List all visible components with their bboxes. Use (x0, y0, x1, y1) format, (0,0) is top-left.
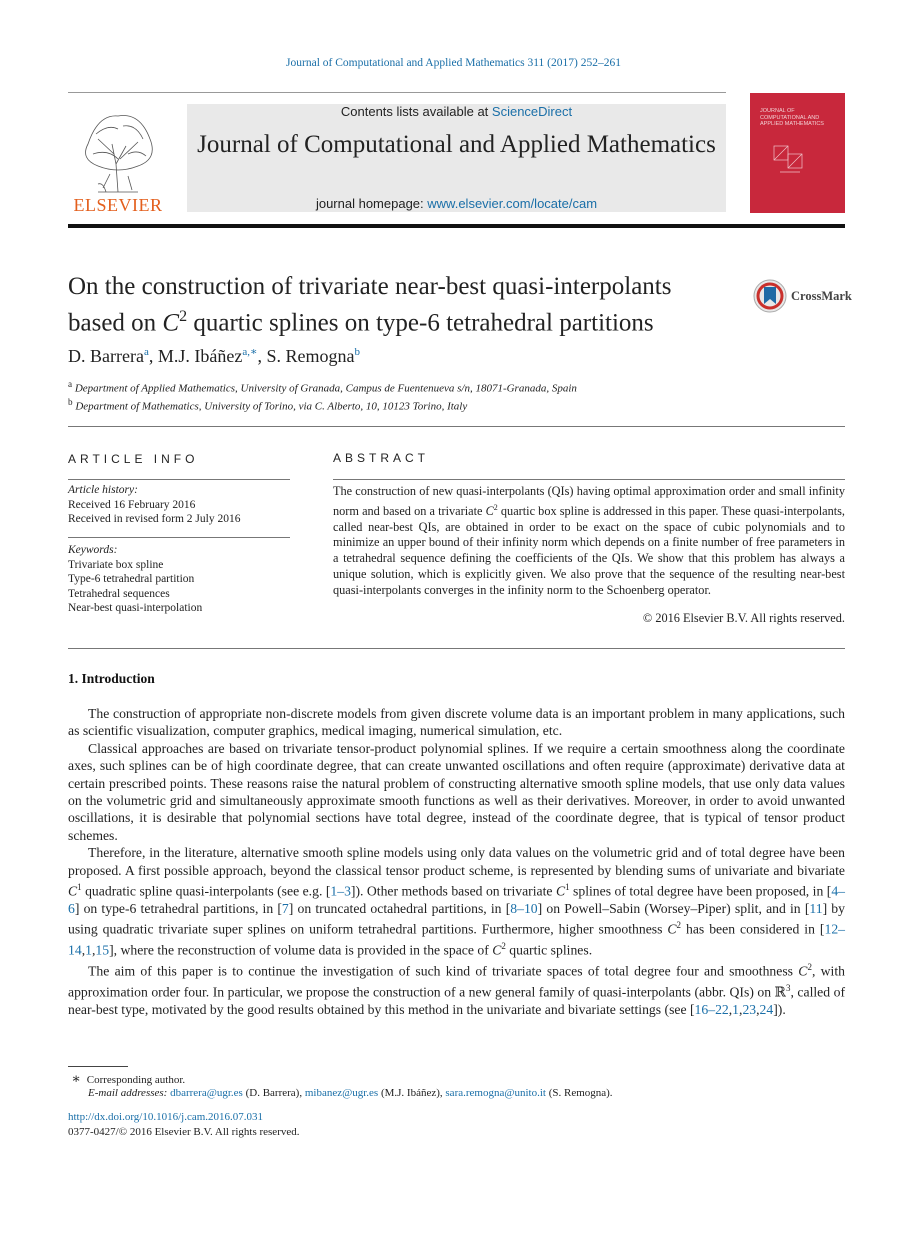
math-sup: 2 (676, 920, 682, 931)
email-link[interactable]: mibanez@ugr.es (304, 1087, 379, 1099)
citation-link[interactable]: 11 (809, 901, 823, 917)
article-info-heading: ARTICLE INFO (68, 452, 199, 466)
text-run: ]). (773, 1002, 786, 1018)
text-run: quartic splines. (505, 942, 593, 958)
title-line-1: On the construction of trivariate near-best quasi-interpolants (68, 273, 672, 300)
text-run: ], where the reconstruction of volume data is provided in the space of (109, 942, 493, 958)
affiliation-mark: a (68, 379, 73, 389)
affiliation-text: Department of Applied Mathematics, University of Granada, Campus de Fuentenueva s/n, 18071-Granada, Spain (74, 382, 577, 395)
cover-graphic-icon (770, 142, 810, 182)
divider (68, 648, 845, 649)
citation-link[interactable]: 1 (85, 942, 92, 958)
citation-link[interactable]: 1 (732, 1002, 740, 1018)
divider (68, 537, 290, 538)
text-run: ] by using quadratic trivariate super splines on uniform tetrahedral partitions. Furthermore, higher smoothness (68, 901, 845, 937)
paragraph: Classical approaches are based on trivariate tensor-product polynomial splines. If we require a certain smoothness along the coordinate axes, such splines can be of high coordinate degree, that can create unwanted oscillations and often require (approximate) derivative data at certain prescribed points. These reasons raise the natural problem of constructing alternative smooth spline models, that use only data values on the volumetric grid and simultaneously approximate smooth functions as well as their derivatives. Moreover, in order to avoid unwanted oscillations, it is desirable that polynomial sections have total degree, instead of the coordinate degree, that is typical of tensor product schemes. (68, 740, 845, 843)
revised-date: Received in revised form 2 July 2016 (68, 513, 241, 525)
cover-title: JOURNAL OF COMPUTATIONAL AND APPLIED MATHEMATICS (760, 108, 824, 127)
affiliation-mark: b (68, 397, 73, 407)
doi-link[interactable]: http://dx.doi.org/10.1016/j.cam.2016.07.031 (68, 1111, 264, 1123)
math-sup: 1 (565, 882, 570, 893)
math-c: C (667, 922, 677, 937)
text-run: , (739, 1002, 743, 1018)
corresponding-author-note (68, 1071, 185, 1088)
text-run: has been considered in [ (681, 922, 825, 937)
crossmark-icon[interactable] (752, 278, 788, 314)
text-run: ]). Other methods based on trivariate (350, 883, 556, 899)
text-run: ] on truncated octahedral partitions, in [ (288, 901, 511, 917)
homepage-link[interactable]: www.elsevier.com/locate/cam (427, 196, 598, 211)
title-math-sup: 2 (179, 308, 188, 325)
crossmark-label[interactable]: CrossMark (791, 289, 852, 303)
text-run: , with approximation order four. In particular, we propose the construction of a new general family of quasi-interpolants (abbr. QIs) on (68, 963, 845, 1000)
issn-line: 0377-0427/© 2016 Elsevier B.V. All rights reserved. (68, 1126, 300, 1138)
keywords-label: Keywords: (68, 544, 118, 556)
divider (68, 479, 290, 480)
math-sup: 3 (785, 983, 791, 994)
abstract-body: quartic box spline is addressed in this paper. These quasi-interpolants, called near-best QIs, are obtained in order to be exact on the space of cubic polynomials and to minimize an upper bound of their infinity norm which depends on a finite number of free parameters in a tetrahedral sequence defining the coefficients of the QIs. We show that this problem has always a unique solution, which is explicitly given. We also prove that the sequence of the resulting near-best quasi-interpolants converges in the infinity norm to the Schoenberg operator. (333, 503, 845, 597)
contents-line (187, 104, 726, 119)
header-thick-rule (68, 224, 845, 228)
doi-line (68, 1111, 263, 1123)
citation-link[interactable]: 12–14 (68, 922, 845, 958)
math-c: C (68, 883, 78, 899)
affiliation (68, 379, 577, 395)
article-history (68, 483, 240, 527)
title-text: based on (68, 309, 163, 337)
email-owner: (M.J. Ibáñez), (378, 1087, 446, 1099)
abstract-body: The construction of new quasi-interpolants (QIs) having optimal approximation order and small infinity norm and based on a trivariate (333, 484, 845, 518)
math-c: C (492, 942, 502, 958)
title-line-2 (68, 302, 758, 338)
footnote-text: Corresponding author. (86, 1074, 186, 1086)
abstract-copyright: © 2016 Elsevier B.V. All rights reserved. (642, 611, 845, 625)
affiliation-text: Department of Mathematics, University of Torino, via C. Alberto, 10, 10123 Torino, Italy (75, 400, 468, 413)
keyword: Tetrahedral sequences (68, 587, 170, 600)
citation-link[interactable]: 1–3 (330, 883, 351, 899)
paragraph (68, 959, 845, 1018)
divider (68, 426, 845, 427)
math-sup: 2 (493, 502, 498, 512)
math-sup: 2 (807, 962, 812, 973)
text-run: splines of total degree have been proposed, in [ (569, 883, 832, 899)
affiliation (68, 397, 467, 413)
abstract-heading: ABSTRACT (333, 451, 430, 465)
math-sup: 1 (77, 882, 82, 893)
email-label: E-mail addresses: (88, 1087, 168, 1099)
contents-prefix: Contents lists available at (340, 104, 492, 119)
text-run: , (81, 942, 86, 958)
keyword: Near-best quasi-interpolation (68, 602, 203, 614)
abstract-text (333, 484, 845, 599)
affiliation-mark[interactable]: a (143, 346, 149, 358)
text-run: , (91, 942, 96, 958)
text-run: The aim of this paper is to continue the investigation of such kind of trivariate spaces of total degree four and smoothness (88, 963, 799, 979)
citation-link[interactable]: 4–6 (68, 883, 845, 917)
text-run: quadratic spline quasi-interpolants (see e.g. [ (81, 883, 331, 899)
author-name[interactable]: S. Remogna (266, 346, 355, 366)
title-math-c: C (162, 309, 180, 337)
introduction-body (68, 705, 845, 1019)
paragraph: The construction of appropriate non-discrete models from given discrete volume data is an important problem in many applications, such as scientific visualization, computer graphics, medical imaging, numerical simulation, etc. (68, 706, 845, 739)
affiliation-mark[interactable]: b (354, 346, 360, 358)
footnote-star: ∗ (71, 1072, 81, 1087)
affiliation-mark[interactable]: a,∗ (242, 346, 258, 358)
author-name[interactable]: D. Barrera (68, 346, 144, 366)
paragraph (68, 844, 845, 959)
email-addresses (88, 1087, 613, 1099)
citation-link[interactable]: 15 (95, 942, 110, 958)
math-c: C (555, 883, 566, 899)
publisher-name: ELSEVIER (73, 195, 163, 215)
text-run: , (728, 1002, 733, 1018)
text-run: ] on type-6 tetrahedral partitions, in [ (74, 901, 282, 917)
homepage-prefix: journal homepage: (315, 196, 428, 211)
text-run: ] on Powell–Sabin (Worsey–Piper) split, and in [ (537, 901, 810, 917)
journal-citation[interactable]: Journal of Computational and Applied Mathematics 311 (2017) 252–261 (286, 57, 621, 69)
journal-title: Journal of Computational and Applied Mathematics (197, 131, 716, 158)
math-reals: ℝ (774, 984, 786, 1000)
keywords (68, 543, 202, 616)
citation-link[interactable]: 16–22 (694, 1002, 729, 1018)
section-heading-introduction: 1. Introduction (68, 671, 155, 686)
received-date: Received 16 February 2016 (68, 498, 196, 511)
email-owner: (D. Barrera), (242, 1087, 305, 1099)
email-link[interactable]: sara.remogna@unito.it (445, 1087, 546, 1099)
footnote-rule (68, 1066, 128, 1067)
email-link[interactable]: dbarrera@ugr.es (170, 1087, 243, 1099)
title-text: quartic splines on type-6 tetrahedral partitions (187, 309, 654, 337)
citation-link[interactable]: 24 (759, 1002, 774, 1018)
citation-link[interactable]: 7 (281, 901, 289, 917)
article-title (68, 272, 758, 338)
homepage-line (187, 196, 726, 211)
text-run: , (756, 1002, 760, 1018)
text-run: , called of near-best type, motivated by the good results obtained by this method in the univariate and bivariate settings (see [ (68, 984, 846, 1018)
keyword: Trivariate box spline (68, 558, 164, 571)
math-c: C (485, 503, 494, 518)
keyword: Type-6 tetrahedral partition (68, 573, 195, 585)
text-run: Therefore, in the literature, alternative smooth spline models using only data values on the volumetric grid and of total degree have been proposed. A first possible approach, beyond the classical tensor product scheme, is represented by blending sums of univariate and bivariate (68, 845, 845, 878)
history-label: Article history: (68, 484, 138, 496)
citation-link[interactable]: 8–10 (510, 901, 538, 917)
author-name[interactable]: M.J. Ibáñez (157, 346, 243, 366)
header-rule (68, 92, 726, 93)
math-c: C (798, 963, 808, 979)
divider (333, 479, 845, 480)
email-owner: (S. Remogna). (545, 1087, 613, 1099)
sciencedirect-link[interactable]: ScienceDirect (491, 104, 573, 119)
math-sup: 2 (501, 941, 506, 952)
author-list: D. Barrera$^a$, M.J. Ibáñez$^{a,∗}$, S. Remogna$^b$ (68, 346, 360, 366)
citation-link[interactable]: 23 (742, 1002, 757, 1018)
